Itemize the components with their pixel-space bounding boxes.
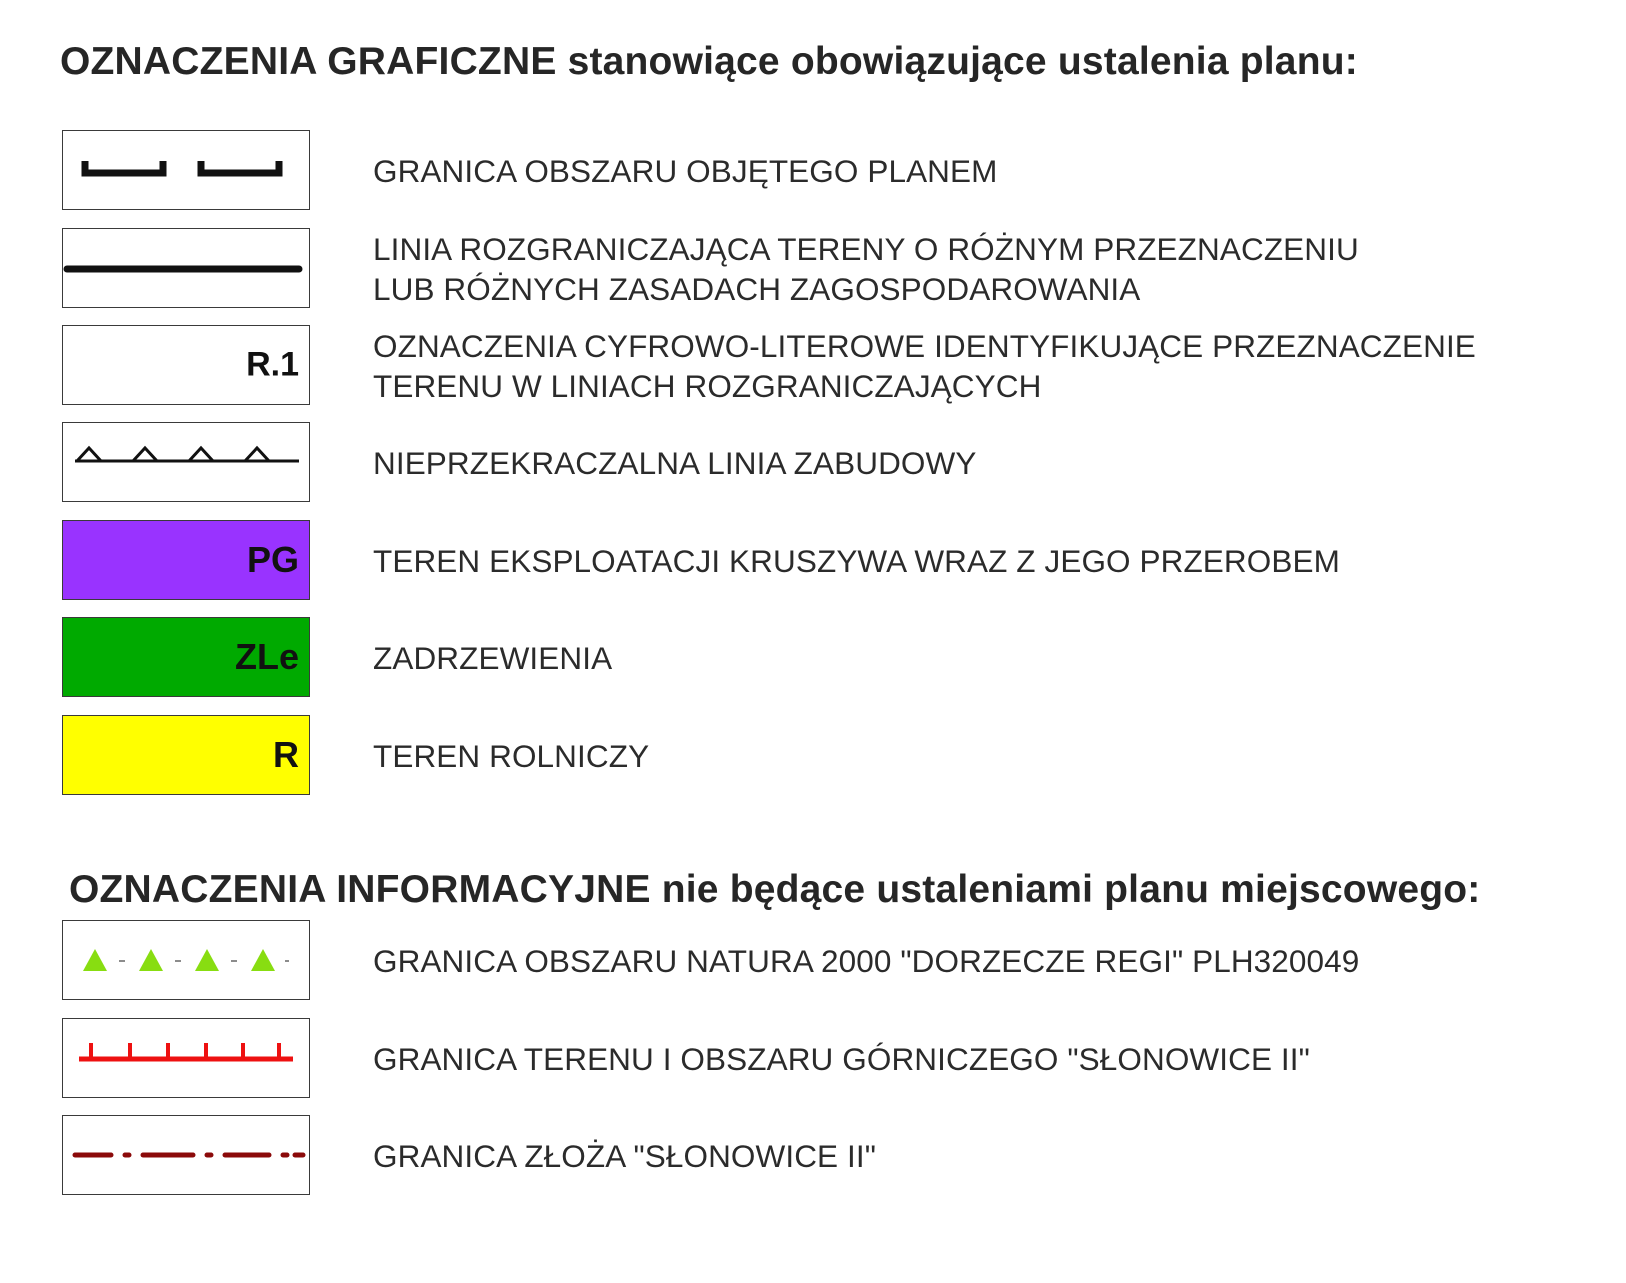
code-r1: R.1 [246, 345, 299, 384]
zle-area-swatch [62, 617, 310, 697]
plan-boundary-label [373, 151, 997, 191]
label-line: GRANICA OBSZARU NATURA 2000 "DORZECZE REGI" PLH320049 [373, 943, 1360, 979]
label-line: GRANICA ZŁOŻA "SŁONOWICE II" [373, 1138, 877, 1174]
legend-item-natura2000 [62, 920, 1602, 1002]
triangle-line-icon [63, 423, 310, 502]
label-line: LUB RÓŻNYCH ZASADACH ZAGOSPODAROWANIA [373, 271, 1141, 307]
demarcation-line-label [373, 229, 1359, 309]
label-line: OZNACZENIA CYFROWO-LITEROWE IDENTYFIKUJĄCE PRZEZNACZENIE [373, 328, 1476, 364]
building-line-label [373, 443, 976, 483]
pg-area-swatch [62, 520, 310, 600]
alphanumeric-code-symbol [62, 325, 310, 405]
solid-line-icon [63, 229, 310, 308]
natura2000-label [373, 941, 1359, 981]
natura2000-symbol [62, 920, 310, 1000]
r-area-swatch [62, 715, 310, 795]
label-line: NIEPRZEKRACZALNA LINIA ZABUDOWY [373, 445, 977, 481]
legend-item-plan-boundary [62, 130, 1602, 212]
dash-dot-line-icon [63, 1116, 310, 1195]
legend-item-pg [62, 520, 1602, 602]
heading-graphic-rest: stanowiące obowiązujące ustalenia planu: [556, 40, 1358, 83]
label-line: LINIA ROZGRANICZAJĄCA TERENY O RÓŻNYM PRZEZNACZENIU [373, 231, 1359, 267]
legend-item-deposit [62, 1115, 1602, 1197]
heading-graphic-designations [60, 40, 1358, 84]
legend-item-building-line [62, 422, 1602, 504]
legend-item-zle [62, 617, 1602, 699]
label-line: TERENU W LINIACH ROZGRANICZAJĄCYCH [373, 368, 1042, 404]
legend-item-alphanumeric-code [62, 325, 1602, 407]
deposit-symbol [62, 1115, 310, 1195]
alphanumeric-code-label [373, 326, 1476, 406]
label-line: ZADRZEWIENIA [373, 640, 613, 676]
red-tick-line-icon [63, 1019, 310, 1098]
code-pg: PG [246, 539, 299, 580]
plan-boundary-symbol [62, 130, 310, 210]
heading-info-bold: OZNACZENIA INFORMACYJNE [69, 868, 651, 911]
legend-item-r [62, 715, 1602, 797]
deposit-label [373, 1136, 876, 1176]
label-line: TEREN ROLNICZY [373, 738, 650, 774]
legend-item-demarcation-line [62, 228, 1602, 310]
green-triangle-dash-line-icon [63, 921, 310, 1000]
mining-area-symbol [62, 1018, 310, 1098]
code-zle: ZLe [234, 636, 299, 677]
demarcation-line-symbol [62, 228, 310, 308]
label-line: GRANICA OBSZARU OBJĘTEGO PLANEM [373, 153, 998, 189]
r-label [373, 736, 649, 776]
building-line-symbol [62, 422, 310, 502]
legend-item-mining-area [62, 1018, 1602, 1100]
heading-graphic-bold: OZNACZENIA GRAFICZNE [60, 40, 557, 83]
code-r: R [273, 734, 299, 775]
zle-label [373, 638, 612, 678]
heading-info-rest: nie będące ustaleniami planu miejscowego: [650, 868, 1481, 911]
dashed-bracket-line-icon [63, 131, 310, 210]
mining-area-label [373, 1039, 1310, 1079]
label-line: GRANICA TERENU I OBSZARU GÓRNICZEGO "SŁONOWICE II" [373, 1041, 1310, 1077]
label-line: TEREN EKSPLOATACJI KRUSZYWA WRAZ Z JEGO PRZEROBEM [373, 543, 1340, 579]
heading-informational-designations [69, 868, 1480, 912]
pg-label [373, 541, 1340, 581]
